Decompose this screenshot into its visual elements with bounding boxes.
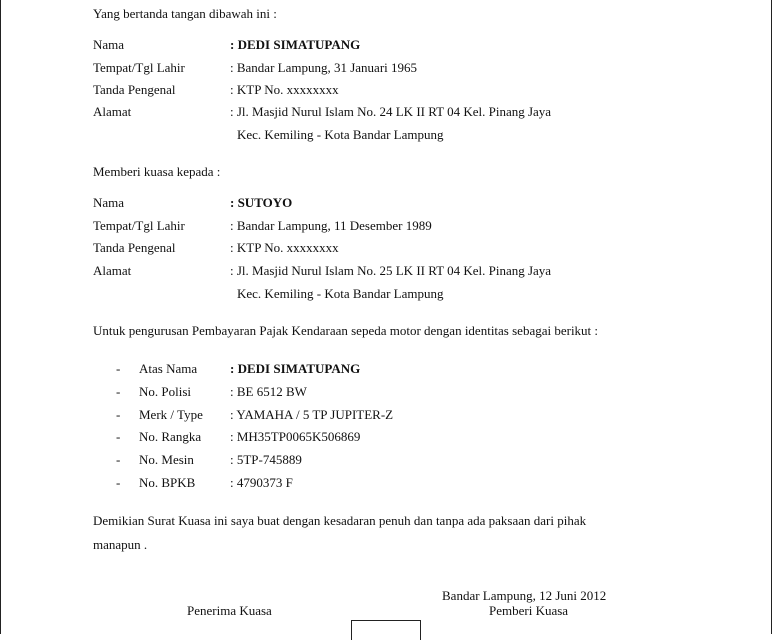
vehicle-bullet: - bbox=[116, 429, 121, 444]
grantor-address-line2: Kec. Kemiling - Kota Bandar Lampung bbox=[237, 127, 444, 142]
stamp-box bbox=[351, 620, 421, 640]
vehicle-value-owner: : DEDI SIMATUPANG bbox=[230, 361, 361, 376]
grantee-id: : KTP No. xxxxxxxx bbox=[230, 240, 339, 255]
grantor-ttl: : Bandar Lampung, 31 Januari 1965 bbox=[230, 60, 418, 75]
giver-label: Pemberi Kuasa bbox=[489, 603, 569, 618]
closing-text-line1: Demikian Surat Kuasa ini saya buat dengan kesadaran penuh dan tanpa ada paksaan dari pihak bbox=[93, 513, 587, 528]
place-date: Bandar Lampung, 12 Juni 2012 bbox=[442, 588, 607, 603]
vehicle-label-plate: No. Polisi bbox=[139, 384, 192, 399]
vehicle-bullet: - bbox=[116, 384, 121, 399]
grantee-address-line2: Kec. Kemiling - Kota Bandar Lampung bbox=[237, 286, 444, 301]
grantee-name: : SUTOYO bbox=[230, 195, 293, 210]
vehicle-value-bpkb: : 4790373 F bbox=[230, 475, 293, 490]
grantor-address-label: Alamat bbox=[93, 104, 132, 119]
grantor-id-label: Tanda Pengenal bbox=[93, 82, 176, 97]
vehicle-label-bpkb: No. BPKB bbox=[139, 475, 196, 490]
grantor-name: : DEDI SIMATUPANG bbox=[230, 37, 361, 52]
receiver-label: Penerima Kuasa bbox=[187, 603, 272, 618]
vehicle-label-brand: Merk / Type bbox=[139, 407, 203, 422]
closing-text-line2: manapun . bbox=[93, 537, 148, 552]
vehicle-bullet: - bbox=[116, 452, 121, 467]
vehicle-label-chassis: No. Rangka bbox=[139, 429, 202, 444]
vehicle-value-brand: : YAMAHA / 5 TP JUPITER-Z bbox=[230, 407, 394, 422]
grantee-address-line1: : Jl. Masjid Nurul Islam No. 25 LK II RT 04 Kel. Pinang Jaya bbox=[230, 263, 552, 278]
grantee-name-label: Nama bbox=[93, 195, 125, 210]
vehicle-label-owner: Atas Nama bbox=[139, 361, 198, 376]
grantor-ttl-label: Tempat/Tgl Lahir bbox=[93, 60, 185, 75]
intro-text: Yang bertanda tangan dibawah ini : bbox=[93, 6, 277, 21]
vehicle-label-engine: No. Mesin bbox=[139, 452, 194, 467]
purpose-text: Untuk pengurusan Pembayaran Pajak Kendaraan sepeda motor dengan identitas sebagai berikut : bbox=[93, 323, 599, 338]
vehicle-bullet: - bbox=[116, 475, 121, 490]
give-power-text: Memberi kuasa kepada : bbox=[93, 164, 221, 179]
grantee-address-label: Alamat bbox=[93, 263, 132, 278]
vehicle-bullet: - bbox=[116, 407, 121, 422]
vehicle-value-plate: : BE 6512 BW bbox=[230, 384, 307, 399]
vehicle-value-chassis: : MH35TP0065K506869 bbox=[230, 429, 361, 444]
grantor-name-label: Nama bbox=[93, 37, 125, 52]
vehicle-value-engine: : 5TP-745889 bbox=[230, 452, 302, 467]
grantee-id-label: Tanda Pengenal bbox=[93, 240, 176, 255]
grantor-address-line1: : Jl. Masjid Nurul Islam No. 24 LK II RT 04 Kel. Pinang Jaya bbox=[230, 104, 552, 119]
vehicle-bullet: - bbox=[116, 361, 121, 376]
grantor-id: : KTP No. xxxxxxxx bbox=[230, 82, 339, 97]
grantee-ttl-label: Tempat/Tgl Lahir bbox=[93, 218, 185, 233]
grantee-ttl: : Bandar Lampung, 11 Desember 1989 bbox=[230, 218, 432, 233]
